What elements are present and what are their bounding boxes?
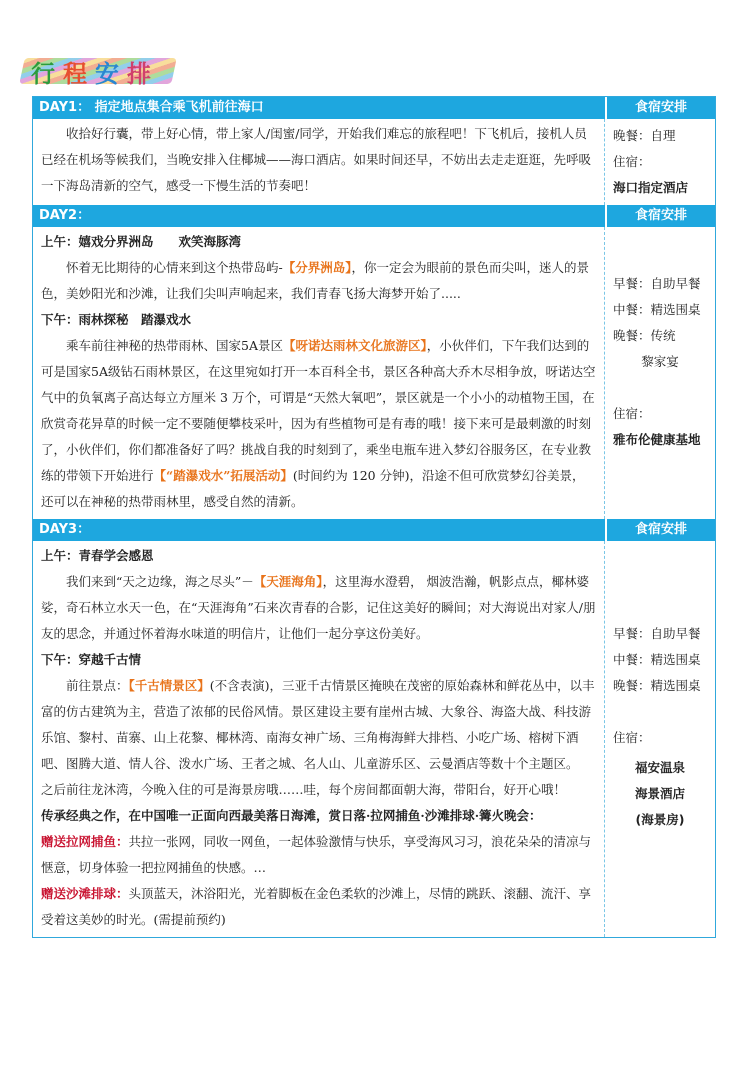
day1-row xyxy=(33,119,715,205)
day3-pm-title: 下午：穿越千古情 xyxy=(41,652,142,667)
spot-highlight: 【千古情景区】 xyxy=(128,678,210,693)
logo-char: 程 xyxy=(63,59,87,88)
day3-title: DAY3： xyxy=(39,522,91,537)
day1-header xyxy=(33,97,715,119)
spot-highlight: 【分界洲岛】 xyxy=(282,260,352,275)
day2-title: DAY2： xyxy=(39,208,91,223)
day3-evening-text: 之后前往龙沐湾，今晚入住的可是海景房哦……哇，每个房间都面朝大海，带阳台，好开心哦！ xyxy=(41,782,567,797)
day3-am-title: 上午：青春学会感恩 xyxy=(41,548,154,563)
day3-gift1: 赠送拉网捕鱼：共拉一张网，同收一网鱼，一起体验激情与快乐，享受海风习习，浪花朵朵的清凉与惬意，切身体验一把拉网捕鱼的快感。… xyxy=(41,834,592,875)
spot-highlight: 【天涯海角】 xyxy=(253,574,323,589)
dinner-label: 晚餐：自理 xyxy=(613,128,676,143)
day2-meals xyxy=(605,227,715,519)
itinerary-logo xyxy=(28,52,154,90)
day1-text: 收拾好行囊，带上好心情，带上家人/闺蜜/同学，开始我们难忘的旅程吧！下飞机后，接机人员已经在机场等候我们，当晚安排入住椰城——海口酒店。如果时间还早，不妨出去走走逛逛，先呼吸一下海岛清新的空气，感受一下慢生活的节奏吧！ xyxy=(41,126,592,193)
room-type: (海景房) xyxy=(635,812,685,827)
activity-highlight: 【“踏瀑戏水”拓展活动】 xyxy=(153,468,293,483)
day3-meals xyxy=(605,541,715,937)
dinner-label: 晚餐：传统 xyxy=(613,328,676,343)
logo-char: 行 xyxy=(31,59,55,88)
day3-content xyxy=(33,541,605,937)
schedule-table xyxy=(32,96,716,938)
hotel-name: 福安温泉 xyxy=(634,760,685,775)
hotel-name: 海景酒店 xyxy=(634,786,685,801)
logo-char: 排 xyxy=(127,59,151,88)
gift-label: 赠送拉网捕鱼： xyxy=(41,834,129,849)
lunch-label: 中餐：精选围桌 xyxy=(613,652,701,667)
day2-am-text: 怀着无比期待的心情来到这个热带岛屿-【分界洲岛】，你一定会为眼前的景色而尖叫，迷人的景色，美妙阳光和沙滩，让我们尖叫声响起来，我们青春飞扬大海梦开始了..... xyxy=(41,260,590,301)
hotel-name: 海口指定酒店 xyxy=(613,180,689,195)
day2-content xyxy=(33,227,605,519)
stay-label: 住宿： xyxy=(613,730,651,745)
stay-label: 住宿： xyxy=(613,154,651,169)
lunch-label: 中餐：精选围桌 xyxy=(613,302,701,317)
spot-highlight: 【呀诺达雨林文化旅游区】 xyxy=(282,338,427,353)
day1-meals xyxy=(605,119,715,205)
day3-row xyxy=(33,541,715,937)
dinner-label: 晚餐：精选围桌 xyxy=(613,678,701,693)
dinner-label-cont: 黎家宴 xyxy=(641,354,679,369)
day2-row xyxy=(33,227,715,519)
day1-title: DAY1： 指定地点集合乘飞机前往海口 xyxy=(39,100,264,115)
gift-label: 赠送沙滩排球： xyxy=(41,886,129,901)
meal-header: 食宿安排 xyxy=(605,97,715,119)
day3-pm-text: 前往景点：【千古情景区】(不含表演)，三亚千古情景区掩映在茂密的原始森林和鲜花丛中，以丰富的仿古建筑为主，营造了浓郁的民俗风情。景区建设主要有崖州古城、大象谷、海盗大战、科技游乐馆、黎村、苗寨、山上花黎、椰林湾、南海女神广场、三角梅海鲜大排档、小吃广场、榕树下酒吧、图腾大道、情人谷、泼水广场、王者之城、名人山、儿童游乐区、云曼酒店等数十个主题区。 xyxy=(41,678,595,771)
day3-header xyxy=(33,519,715,541)
day2-header xyxy=(33,205,715,227)
day2-pm-text: 乘车前往神秘的热带雨林、国家5A景区【呀诺达雨林文化旅游区】，小伙伴们，下午我们达到的可是国家5A级钻石雨林景区，在这里宛如打开一本百科全书，景区各种高大乔木尽相争放，呀诺达空气中的负氧离子高达每立方厘米 3 万个，可谓是“天然大氧吧”，景区就是一个小小的动植物王国，在欣赏奇花异草的时候一定不要随便攀枝采叶，因为有些植物可是有毒的哦！接下来可是最刺激的时刻了，小伙伴们，你们都准备好了吗？挑战自我的时刻到了，乘坐电瓶车进入梦幻谷服务区，在专业教练的带领下开始进行【“踏瀑戏水”拓展活动】(时间约为 120 分钟)，沿途不但可欣赏梦幻谷美景，还可以在神秘的热带雨林里，感受自然的清新。 xyxy=(41,338,596,509)
hotel-name: 雅布伦健康基地 xyxy=(613,432,701,447)
logo-char: 安 xyxy=(95,59,119,88)
meal-header: 食宿安排 xyxy=(605,519,715,541)
day3-gift2: 赠送沙滩排球：头顶蓝天，沐浴阳光，光着脚板在金色柔软的沙滩上，尽情的跳跃、滚翻、流汗、享受着这美妙的时光。(需提前预约) xyxy=(41,886,592,927)
day1-content xyxy=(33,119,605,205)
day3-am-text: 我们来到“天之边缘，海之尽头”－【天涯海角】，这里海水澄碧， 烟波浩瀚，帆影点点，椰林婆娑，奇石林立水天一色，在“天涯海角”石来次青春的合影，记住这美好的瞬间；对大海说出对家人/朋友的思念，并通过怀着海水味道的明信片，让他们一起分享这份美好。 xyxy=(41,574,596,641)
stay-label: 住宿： xyxy=(613,406,651,421)
day2-pm-title: 下午：雨林探秘 踏瀑戏水 xyxy=(41,312,192,327)
breakfast-label: 早餐：自助早餐 xyxy=(613,626,701,641)
day3-party-text: 传承经典之作，在中国唯一正面向西最美落日海滩，赏日落·拉网捕鱼·沙滩排球·篝火晚会： xyxy=(41,808,542,823)
day2-am-title: 上午：嬉戏分界洲岛 欢笑海豚湾 xyxy=(41,234,242,249)
breakfast-label: 早餐：自助早餐 xyxy=(613,276,701,291)
meal-header: 食宿安排 xyxy=(605,205,715,227)
